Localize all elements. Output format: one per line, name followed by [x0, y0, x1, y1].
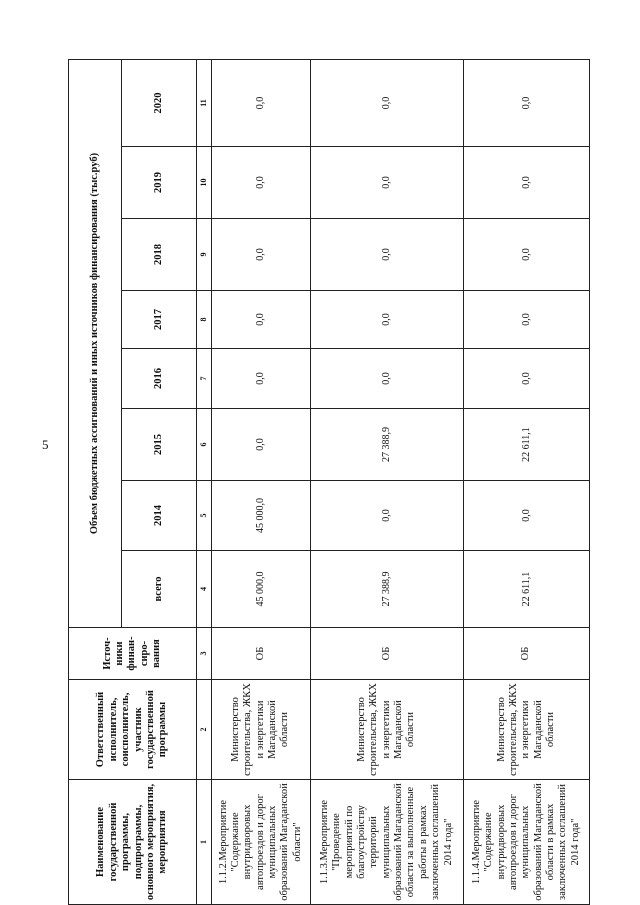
header-year: 2016 [122, 349, 197, 409]
index-cell: 9 [197, 219, 212, 291]
rotated-table-wrapper [68, 60, 590, 905]
activity-executor: Министерство строительства, ЖКХ и энергетики Магаданской области [310, 680, 463, 780]
header-year: 2014 [122, 481, 197, 551]
index-cell: 11 [197, 60, 212, 147]
activity-name: 1.1.4.Мероприятие "Содержание внутридворовых автопроездов и дорог муниципальных образований Магаданской области в рамках заключенных соглашений 2014 года" [463, 780, 589, 905]
header-year: 2018 [122, 219, 197, 291]
value-cell: 0,0 [463, 481, 589, 551]
index-cell: 2 [197, 680, 212, 780]
header-executor: Ответственный исполнитель, соисполнитель, участник государственной программы [69, 680, 197, 780]
activity-executor: Министерство строительства, ЖКХ и энергетики Магаданской области [212, 680, 311, 780]
header-name: Наименование государственной программы, подпрограммы, основного мероприятия, мероприятия [69, 780, 197, 905]
index-cell: 3 [197, 628, 212, 680]
activity-executor: Министерство строительства, ЖКХ и энергетики Магаданской области [463, 680, 589, 780]
index-cell: 5 [197, 481, 212, 551]
value-cell: 0,0 [463, 291, 589, 349]
page-number: 5 [42, 437, 49, 452]
value-cell: 27 388,9 [310, 551, 463, 628]
value-cell: 0,0 [212, 349, 311, 409]
value-cell: 0,0 [310, 219, 463, 291]
index-cell: 10 [197, 147, 212, 219]
header-row-1 [69, 60, 122, 905]
value-cell: 0,0 [310, 147, 463, 219]
value-cell: 0,0 [212, 409, 311, 481]
value-cell: 0,0 [463, 147, 589, 219]
financing-table [68, 59, 590, 905]
value-cell: 0,0 [212, 60, 311, 147]
value-cell: 0,0 [310, 60, 463, 147]
index-cell: 8 [197, 291, 212, 349]
value-cell: 0,0 [463, 60, 589, 147]
value-cell: 0,0 [310, 349, 463, 409]
index-row [197, 60, 212, 905]
index-cell: 1 [197, 780, 212, 905]
header-volume: Объем бюджетных ассигнований и иных источников финансирования (тыс.руб) [69, 60, 122, 628]
value-cell: 27 388,9 [310, 409, 463, 481]
value-cell: 0,0 [212, 219, 311, 291]
header-total: всего [122, 551, 197, 628]
activity-source: ОБ [212, 628, 311, 680]
activity-name: 1.1.3.Мероприятие "Проведение мероприятий по благоустройству территорий муниципальных образований Магаданской области за выполненные работы в рамках заключенных соглашений 2014 года" [310, 780, 463, 905]
index-cell: 4 [197, 551, 212, 628]
value-cell: 45 000,0 [212, 481, 311, 551]
value-cell: 0,0 [212, 147, 311, 219]
header-year: 2020 [122, 60, 197, 147]
header-year: 2015 [122, 409, 197, 481]
activity-name: 1.1.2.Мероприятие "Содержание внутридворовых автопроездов и дорог муниципальных образований Магаданской области" [212, 780, 311, 905]
index-cell: 7 [197, 349, 212, 409]
value-cell: 22 611,1 [463, 551, 589, 628]
activity-source: ОБ [463, 628, 589, 680]
header-year: 2017 [122, 291, 197, 349]
value-cell: 0,0 [463, 349, 589, 409]
value-cell: 22 611,1 [463, 409, 589, 481]
value-cell: 45 000,0 [212, 551, 311, 628]
value-cell: 0,0 [463, 219, 589, 291]
table-row [212, 60, 311, 905]
value-cell: 0,0 [310, 291, 463, 349]
header-year: 2019 [122, 147, 197, 219]
value-cell: 0,0 [310, 481, 463, 551]
header-source: Источ-ники финан-сиро-вания [69, 628, 197, 680]
table-row [463, 60, 589, 905]
activity-source: ОБ [310, 628, 463, 680]
value-cell: 0,0 [212, 291, 311, 349]
index-cell: 6 [197, 409, 212, 481]
table-row [310, 60, 463, 905]
